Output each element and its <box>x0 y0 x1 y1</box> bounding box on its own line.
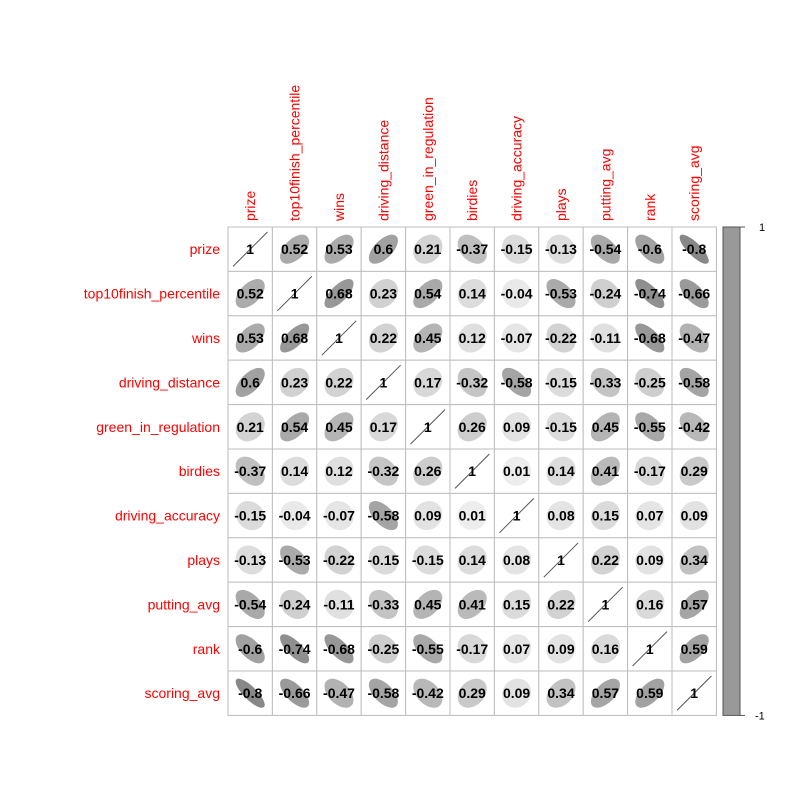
correlation-value-label: 0.53 <box>236 330 264 346</box>
cell-plays-putting_avg <box>583 538 627 582</box>
cell-wins-plays <box>539 316 583 360</box>
correlation-value-label: 0.01 <box>458 507 486 524</box>
correlation-value-label: 1 <box>468 463 477 480</box>
cell-plays-top10finish_percentile <box>272 538 316 582</box>
cell-driving_distance-rank <box>628 360 672 404</box>
cell-top10finish_percentile-scoring_avg <box>672 271 716 315</box>
cell-putting_avg-driving_accuracy <box>494 582 538 626</box>
correlation-value-label: 0.22 <box>369 330 398 346</box>
correlation-value-label: -0.11 <box>323 596 355 613</box>
column-label-driving_distance: driving_distance <box>375 119 392 221</box>
cell-birdies-plays <box>539 449 583 493</box>
cell-plays-rank <box>628 538 672 582</box>
column-label-plays: plays <box>553 188 569 221</box>
correlation-value-label: -0.47 <box>323 685 355 702</box>
correlation-value-label: -0.37 <box>234 463 267 480</box>
correlation-value-label: -0.68 <box>323 640 355 657</box>
cell-scoring_avg-driving_accuracy <box>494 671 538 715</box>
cell-prize-rank <box>628 227 672 271</box>
cell-prize-scoring_avg <box>672 227 716 271</box>
correlation-value-label: 0.09 <box>414 507 442 524</box>
correlation-value-label: 0.09 <box>636 552 664 568</box>
correlation-value-label: -0.04 <box>278 507 311 524</box>
cell-rank-rank <box>628 627 672 671</box>
correlation-value-label: -0.6 <box>637 241 662 258</box>
cell-plays-plays <box>539 538 583 582</box>
correlation-value-label: 0.12 <box>325 463 353 480</box>
cell-putting_avg-driving_distance <box>361 582 405 626</box>
correlation-value-label: 0.15 <box>502 596 531 613</box>
cell-scoring_avg-green_in_regulation <box>406 671 450 715</box>
correlation-value-label: 0.09 <box>680 507 708 524</box>
correlation-value-label: -0.74 <box>633 285 666 302</box>
correlation-value-label: 0.52 <box>236 285 264 302</box>
colorbar-label-top: 1 <box>759 222 766 234</box>
column-label-rank: rank <box>641 193 658 221</box>
cell-wins-birdies <box>450 316 494 360</box>
correlation-value-label: -0.74 <box>278 640 311 657</box>
colorbar-gradient <box>723 227 740 715</box>
correlation-value-label: 0.08 <box>502 552 531 568</box>
correlation-value-label: 0.45 <box>414 330 442 346</box>
correlation-value-label: 1 <box>335 330 343 346</box>
correlation-value-label: -0.54 <box>589 241 622 258</box>
cell-driving_accuracy-plays <box>539 493 583 537</box>
correlation-value-label: 0.54 <box>414 285 442 302</box>
correlation-value-label: 0.57 <box>680 596 708 613</box>
cell-wins-putting_avg <box>583 316 627 360</box>
row-labels <box>84 241 221 701</box>
cell-top10finish_percentile-plays <box>539 271 583 315</box>
cell-prize-wins <box>317 227 361 271</box>
correlation-value-label: -0.53 <box>545 285 577 302</box>
correlation-value-label: -0.8 <box>238 685 263 702</box>
cell-rank-wins <box>317 627 361 671</box>
cell-prize-green_in_regulation <box>406 227 450 271</box>
correlation-value-label: 0.14 <box>458 552 486 568</box>
cell-putting_avg-wins <box>317 582 361 626</box>
correlation-value-label: -0.55 <box>411 640 444 657</box>
correlation-value-label: -0.15 <box>545 374 577 391</box>
cell-driving_distance-driving_distance <box>361 360 405 404</box>
cell-green_in_regulation-driving_accuracy <box>494 405 538 449</box>
cell-prize-top10finish_percentile <box>272 227 316 271</box>
column-label-prize: prize <box>242 190 259 221</box>
cell-driving_accuracy-prize <box>228 493 272 537</box>
cell-driving_accuracy-putting_avg <box>583 493 627 537</box>
cell-plays-driving_distance <box>361 538 405 582</box>
cell-green_in_regulation-driving_distance <box>361 405 405 449</box>
cell-driving_distance-plays <box>539 360 583 404</box>
cell-top10finish_percentile-birdies <box>450 271 494 315</box>
correlation-value-label: 0.68 <box>325 285 353 302</box>
cell-putting_avg-prize <box>228 582 272 626</box>
row-label-prize: prize <box>189 241 220 258</box>
cell-rank-prize <box>228 627 272 671</box>
cell-driving_accuracy-green_in_regulation <box>406 493 450 537</box>
cell-driving_distance-wins <box>317 360 361 404</box>
correlation-value-label: 0.53 <box>325 241 353 258</box>
correlation-value-label: -0.32 <box>456 374 489 391</box>
cell-driving_distance-prize <box>228 360 272 404</box>
correlation-value-label: 0.16 <box>591 640 620 657</box>
cell-driving_accuracy-top10finish_percentile <box>272 493 316 537</box>
correlation-value-label: 1 <box>512 507 521 524</box>
column-label-birdies: birdies <box>464 179 481 221</box>
correlation-value-label: -0.58 <box>367 507 400 524</box>
cell-scoring_avg-rank <box>628 671 672 715</box>
cell-plays-scoring_avg <box>672 538 716 582</box>
cell-green_in_regulation-green_in_regulation <box>406 405 450 449</box>
correlation-value-label: -0.15 <box>500 241 533 258</box>
correlation-value-label: 0.07 <box>502 640 531 657</box>
cell-scoring_avg-wins <box>317 671 361 715</box>
correlation-value-label: -0.54 <box>234 596 267 613</box>
correlation-value-label: 0.68 <box>280 330 309 346</box>
correlation-value-label: 0.45 <box>414 596 442 613</box>
correlation-value-label: 0.29 <box>680 463 708 480</box>
correlation-value-label: 0.07 <box>636 507 664 524</box>
cell-green_in_regulation-top10finish_percentile <box>272 405 316 449</box>
cell-prize-birdies <box>450 227 494 271</box>
cell-top10finish_percentile-wins <box>317 271 361 315</box>
cell-scoring_avg-scoring_avg <box>672 671 716 715</box>
cells-layer <box>228 227 716 715</box>
correlation-value-label: 0.26 <box>414 463 442 480</box>
correlation-value-label: 1 <box>557 552 565 568</box>
cell-rank-scoring_avg <box>672 627 716 671</box>
correlation-value-label: -0.24 <box>589 285 622 302</box>
cell-birdies-scoring_avg <box>672 449 716 493</box>
correlation-value-label: 0.34 <box>547 685 575 702</box>
column-labels <box>242 85 702 222</box>
cell-birdies-wins <box>317 449 361 493</box>
cell-plays-wins <box>317 538 361 582</box>
cell-scoring_avg-birdies <box>450 671 494 715</box>
correlation-value-label: 0.15 <box>591 507 620 524</box>
cell-plays-prize <box>228 538 272 582</box>
cell-putting_avg-putting_avg <box>583 582 627 626</box>
correlation-value-label: 0.16 <box>636 596 664 613</box>
cell-plays-birdies <box>450 538 494 582</box>
correlation-value-label: 0.29 <box>458 685 486 702</box>
cell-green_in_regulation-scoring_avg <box>672 405 716 449</box>
row-label-driving_accuracy: driving_accuracy <box>114 507 220 524</box>
cell-birdies-driving_accuracy <box>494 449 538 493</box>
cell-driving_accuracy-wins <box>317 493 361 537</box>
cell-driving_distance-top10finish_percentile <box>272 360 316 404</box>
cell-top10finish_percentile-rank <box>628 271 672 315</box>
correlation-value-label: 0.12 <box>458 330 486 346</box>
cell-driving_distance-driving_accuracy <box>494 360 538 404</box>
cell-rank-plays <box>539 627 583 671</box>
correlation-value-label: -0.17 <box>633 463 666 480</box>
correlation-value-label: -0.22 <box>323 552 355 568</box>
cell-top10finish_percentile-driving_accuracy <box>494 271 538 315</box>
correlation-value-label: -0.11 <box>589 330 621 346</box>
correlation-value-label: 0.14 <box>547 463 575 480</box>
cell-prize-putting_avg <box>583 227 627 271</box>
correlation-value-label: 0.34 <box>680 552 708 568</box>
cell-green_in_regulation-rank <box>628 405 672 449</box>
correlation-value-label: -0.58 <box>367 685 400 702</box>
correlation-value-label: -0.07 <box>323 507 355 524</box>
cell-plays-driving_accuracy <box>494 538 538 582</box>
cell-rank-putting_avg <box>583 627 627 671</box>
cell-driving_accuracy-birdies <box>450 493 494 537</box>
correlation-value-label: -0.24 <box>278 596 311 613</box>
column-label-scoring_avg: scoring_avg <box>686 145 703 221</box>
correlation-value-label: -0.58 <box>678 374 711 391</box>
correlation-value-label: 1 <box>601 596 610 613</box>
correlation-value-label: -0.66 <box>678 285 711 302</box>
correlation-value-label: 0.52 <box>280 241 309 258</box>
cell-prize-driving_accuracy <box>494 227 538 271</box>
cell-green_in_regulation-wins <box>317 405 361 449</box>
cell-rank-driving_accuracy <box>494 627 538 671</box>
cell-driving_distance-putting_avg <box>583 360 627 404</box>
cell-driving_accuracy-scoring_avg <box>672 493 716 537</box>
correlation-value-label: -0.15 <box>367 552 400 568</box>
cell-rank-birdies <box>450 627 494 671</box>
cell-scoring_avg-plays <box>539 671 583 715</box>
cell-birdies-rank <box>628 449 672 493</box>
row-label-wins: wins <box>191 330 220 346</box>
cell-rank-green_in_regulation <box>406 627 450 671</box>
correlation-value-label: -0.33 <box>589 374 622 391</box>
row-label-birdies: birdies <box>178 463 220 480</box>
cell-top10finish_percentile-putting_avg <box>583 271 627 315</box>
correlation-value-label: -0.22 <box>545 330 577 346</box>
row-label-scoring_avg: scoring_avg <box>144 685 220 702</box>
correlation-value-label: 1 <box>246 241 255 258</box>
correlation-value-label: 1 <box>690 685 699 702</box>
column-label-green_in_regulation: green_in_regulation <box>419 97 436 221</box>
correlation-value-label: 0.59 <box>680 640 708 657</box>
cell-wins-wins <box>317 316 361 360</box>
cell-driving_distance-green_in_regulation <box>406 360 450 404</box>
column-label-wins: wins <box>331 192 347 221</box>
correlation-value-label: -0.32 <box>367 463 400 480</box>
cell-wins-scoring_avg <box>672 316 716 360</box>
cell-top10finish_percentile-top10finish_percentile <box>272 271 316 315</box>
cell-birdies-birdies <box>450 449 494 493</box>
correlation-value-label: -0.6 <box>238 640 263 657</box>
cell-birdies-putting_avg <box>583 449 627 493</box>
correlation-value-label: -0.42 <box>411 685 444 702</box>
correlation-value-label: 0.08 <box>547 507 575 524</box>
cell-birdies-driving_distance <box>361 449 405 493</box>
correlation-value-label: 0.41 <box>591 463 620 480</box>
cell-driving_accuracy-rank <box>628 493 672 537</box>
cell-driving_accuracy-driving_accuracy <box>494 493 538 537</box>
cell-wins-prize <box>228 316 272 360</box>
correlation-value-label: 0.14 <box>458 285 486 302</box>
cell-plays-green_in_regulation <box>406 538 450 582</box>
cell-prize-plays <box>539 227 583 271</box>
row-label-rank: rank <box>192 640 220 657</box>
correlation-value-label: -0.25 <box>633 374 666 391</box>
colorbar <box>723 222 765 722</box>
correlation-value-label: -0.33 <box>367 596 400 613</box>
cell-birdies-green_in_regulation <box>406 449 450 493</box>
colorbar-label-bottom: -1 <box>755 710 765 723</box>
cell-driving_distance-birdies <box>450 360 494 404</box>
cell-putting_avg-birdies <box>450 582 494 626</box>
correlation-value-label: -0.58 <box>500 374 533 391</box>
correlation-value-label: -0.15 <box>545 418 577 435</box>
correlation-value-label: -0.42 <box>678 418 711 435</box>
cell-rank-top10finish_percentile <box>272 627 316 671</box>
cell-green_in_regulation-birdies <box>450 405 494 449</box>
cell-putting_avg-rank <box>628 582 672 626</box>
correlation-value-label: -0.13 <box>234 552 267 568</box>
correlation-value-label: -0.07 <box>500 330 533 346</box>
column-label-putting_avg: putting_avg <box>597 148 614 221</box>
cell-putting_avg-top10finish_percentile <box>272 582 316 626</box>
correlation-value-label: 0.21 <box>414 241 442 258</box>
cell-top10finish_percentile-prize <box>228 271 272 315</box>
correlation-value-label: 0.17 <box>414 374 442 391</box>
correlation-value-label: -0.55 <box>633 418 666 435</box>
cell-scoring_avg-top10finish_percentile <box>272 671 316 715</box>
correlation-value-label: 0.22 <box>547 596 575 613</box>
correlation-value-label: -0.53 <box>278 552 311 568</box>
correlation-value-label: 0.57 <box>591 685 620 702</box>
correlation-value-label: 0.23 <box>280 374 309 391</box>
row-label-green_in_regulation: green_in_regulation <box>96 418 220 435</box>
correlation-value-label: 0.23 <box>369 285 398 302</box>
correlation-value-label: 0.22 <box>325 374 353 391</box>
row-label-driving_distance: driving_distance <box>118 374 220 391</box>
correlation-value-label: -0.68 <box>633 330 666 346</box>
cell-birdies-prize <box>228 449 272 493</box>
cell-scoring_avg-putting_avg <box>583 671 627 715</box>
cell-wins-green_in_regulation <box>406 316 450 360</box>
cell-wins-top10finish_percentile <box>272 316 316 360</box>
cell-putting_avg-scoring_avg <box>672 582 716 626</box>
cell-wins-driving_accuracy <box>494 316 538 360</box>
correlation-value-label: -0.8 <box>682 241 707 258</box>
correlation-value-label: -0.04 <box>500 285 533 302</box>
correlation-value-label: 1 <box>379 374 388 391</box>
correlation-value-label: 0.45 <box>591 418 620 435</box>
correlation-value-label: 1 <box>423 418 432 435</box>
cell-wins-driving_distance <box>361 316 405 360</box>
correlation-value-label: 0.14 <box>280 463 309 480</box>
cell-scoring_avg-driving_distance <box>361 671 405 715</box>
cell-top10finish_percentile-green_in_regulation <box>406 271 450 315</box>
column-label-driving_accuracy: driving_accuracy <box>508 115 525 221</box>
cell-rank-driving_distance <box>361 627 405 671</box>
correlation-value-label: -0.66 <box>278 685 311 702</box>
correlation-value-label: 0.09 <box>502 685 531 702</box>
correlation-value-label: 0.09 <box>502 418 531 435</box>
cell-birdies-top10finish_percentile <box>272 449 316 493</box>
cell-putting_avg-plays <box>539 582 583 626</box>
row-label-putting_avg: putting_avg <box>147 596 220 613</box>
correlation-value-label: 0.6 <box>373 241 394 258</box>
cell-scoring_avg-prize <box>228 671 272 715</box>
cell-top10finish_percentile-driving_distance <box>361 271 405 315</box>
correlation-value-label: 0.09 <box>547 640 575 657</box>
correlation-value-label: -0.25 <box>367 640 400 657</box>
cell-green_in_regulation-plays <box>539 405 583 449</box>
cell-green_in_regulation-putting_avg <box>583 405 627 449</box>
correlation-value-label: 0.21 <box>236 418 264 435</box>
correlation-value-label: 1 <box>645 640 654 657</box>
correlation-value-label: 0.17 <box>369 418 398 435</box>
cell-green_in_regulation-prize <box>228 405 272 449</box>
correlation-value-label: 0.6 <box>240 374 260 391</box>
correlation-value-label: 0.54 <box>280 418 309 435</box>
row-label-top10finish_percentile: top10finish_percentile <box>83 285 220 302</box>
cell-putting_avg-green_in_regulation <box>406 582 450 626</box>
correlation-value-label: 0.22 <box>591 552 620 568</box>
cell-driving_accuracy-driving_distance <box>361 493 405 537</box>
cell-wins-rank <box>628 316 672 360</box>
correlation-value-label: -0.15 <box>234 507 267 524</box>
correlation-value-label: 0.41 <box>458 596 486 613</box>
correlation-value-label: -0.37 <box>456 241 489 258</box>
cell-driving_distance-scoring_avg <box>672 360 716 404</box>
correlation-value-label: 0.59 <box>636 685 664 702</box>
correlation-value-label: -0.47 <box>678 330 711 346</box>
correlation-value-label: 0.45 <box>325 418 353 435</box>
row-label-plays: plays <box>187 552 220 568</box>
correlation-value-label: 1 <box>290 285 299 302</box>
correlation-value-label: -0.17 <box>456 640 489 657</box>
cell-prize-prize <box>228 227 272 271</box>
cell-prize-driving_distance <box>361 227 405 271</box>
correlation-value-label: -0.15 <box>411 552 444 568</box>
column-label-top10finish_percentile: top10finish_percentile <box>286 84 303 221</box>
correlation-value-label: 0.26 <box>458 418 486 435</box>
correlation-value-label: -0.13 <box>545 241 577 258</box>
correlation-value-label: 0.01 <box>502 463 531 480</box>
